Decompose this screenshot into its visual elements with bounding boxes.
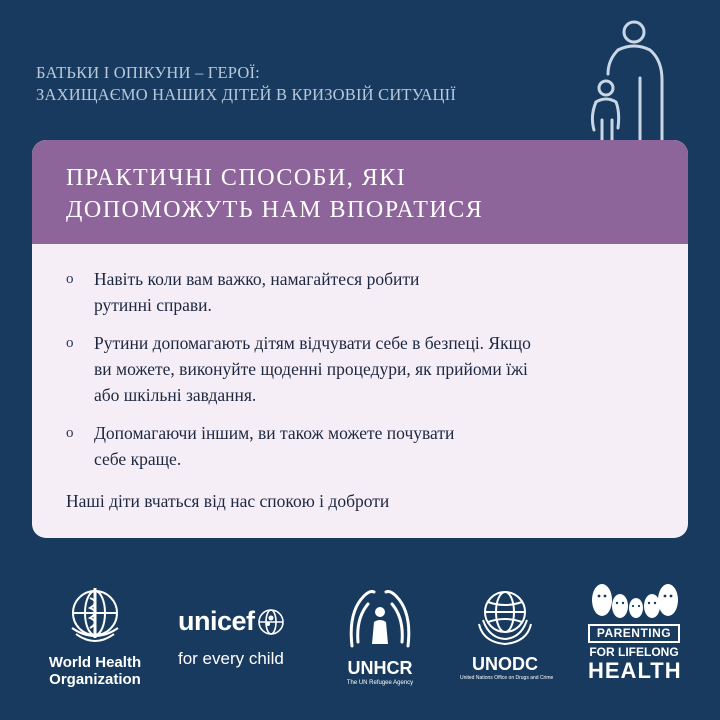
header-line-2: ЗАХИЩАЄМО НАШИХ ДІТЕЙ В КРИЗОВІЙ СИТУАЦІЇ — [36, 85, 457, 104]
unhcr-name: UNHCR — [347, 658, 413, 678]
plh-name-box — [588, 624, 680, 643]
who-name-line-1: World Health — [48, 654, 142, 671]
plh-logo — [588, 580, 680, 682]
partner-logos — [0, 572, 720, 702]
list-item-text: Рутини допомагають дітям відчувати себе в безпеці. Якщо ви можете, виконуйте щоденні процедури, як прийоми їжі або шкільні завдання. — [94, 333, 531, 405]
unodc-logo — [460, 584, 554, 681]
unodc-emblem-icon — [473, 584, 537, 648]
who-emblem-icon — [64, 582, 126, 644]
card-title-line-2: ДОПОМОЖУТЬ НАМ ВПОРАТИСЯ — [66, 197, 484, 223]
plh-name-line-2: FOR LIFELONG — [589, 645, 679, 659]
list-item — [66, 266, 654, 318]
campaign-header — [36, 62, 456, 106]
unicef-logo — [178, 606, 308, 669]
unodc-tagline: United Nations Office on Drugs and Crime — [460, 675, 554, 681]
plh-name-line-3: HEALTH — [588, 658, 682, 683]
unodc-name: UNODC — [472, 654, 538, 674]
who-name-line-2: Organization — [49, 671, 141, 688]
family-icon — [578, 16, 678, 146]
list-item — [66, 330, 654, 408]
tips-card — [32, 140, 688, 538]
bullet-icon: o — [66, 425, 74, 441]
plh-name-line-1: PARENTING — [596, 626, 672, 640]
card-body — [32, 244, 688, 514]
unhcr-logo — [334, 582, 426, 686]
header-line-1: БАТЬКИ І ОПІКУНИ – ГЕРОЇ: — [36, 63, 260, 82]
unicef-tagline: for every child — [178, 649, 284, 668]
who-logo — [40, 582, 150, 688]
unicef-emblem-icon — [257, 608, 285, 636]
closing-text: Наші діти вчаться від нас спокою і доброти — [66, 491, 390, 511]
list-item-text: Навіть коли вам важко, намагайтеся робити рутинні справи. — [94, 269, 420, 315]
bullet-icon: o — [66, 271, 74, 287]
list-item — [66, 420, 654, 472]
unicef-name: unicef — [178, 606, 255, 636]
plh-family-icon — [588, 580, 680, 622]
list-item-text: Допомагаючи іншим, ви також можете почувати себе краще. — [94, 423, 455, 469]
unhcr-emblem-icon — [344, 582, 416, 654]
unhcr-tagline: The UN Refugee Agency — [346, 680, 414, 686]
card-title — [32, 140, 688, 244]
card-title-line-1: ПРАКТИЧНІ СПОСОБИ, ЯКІ — [66, 165, 407, 191]
bullet-icon: o — [66, 335, 74, 351]
